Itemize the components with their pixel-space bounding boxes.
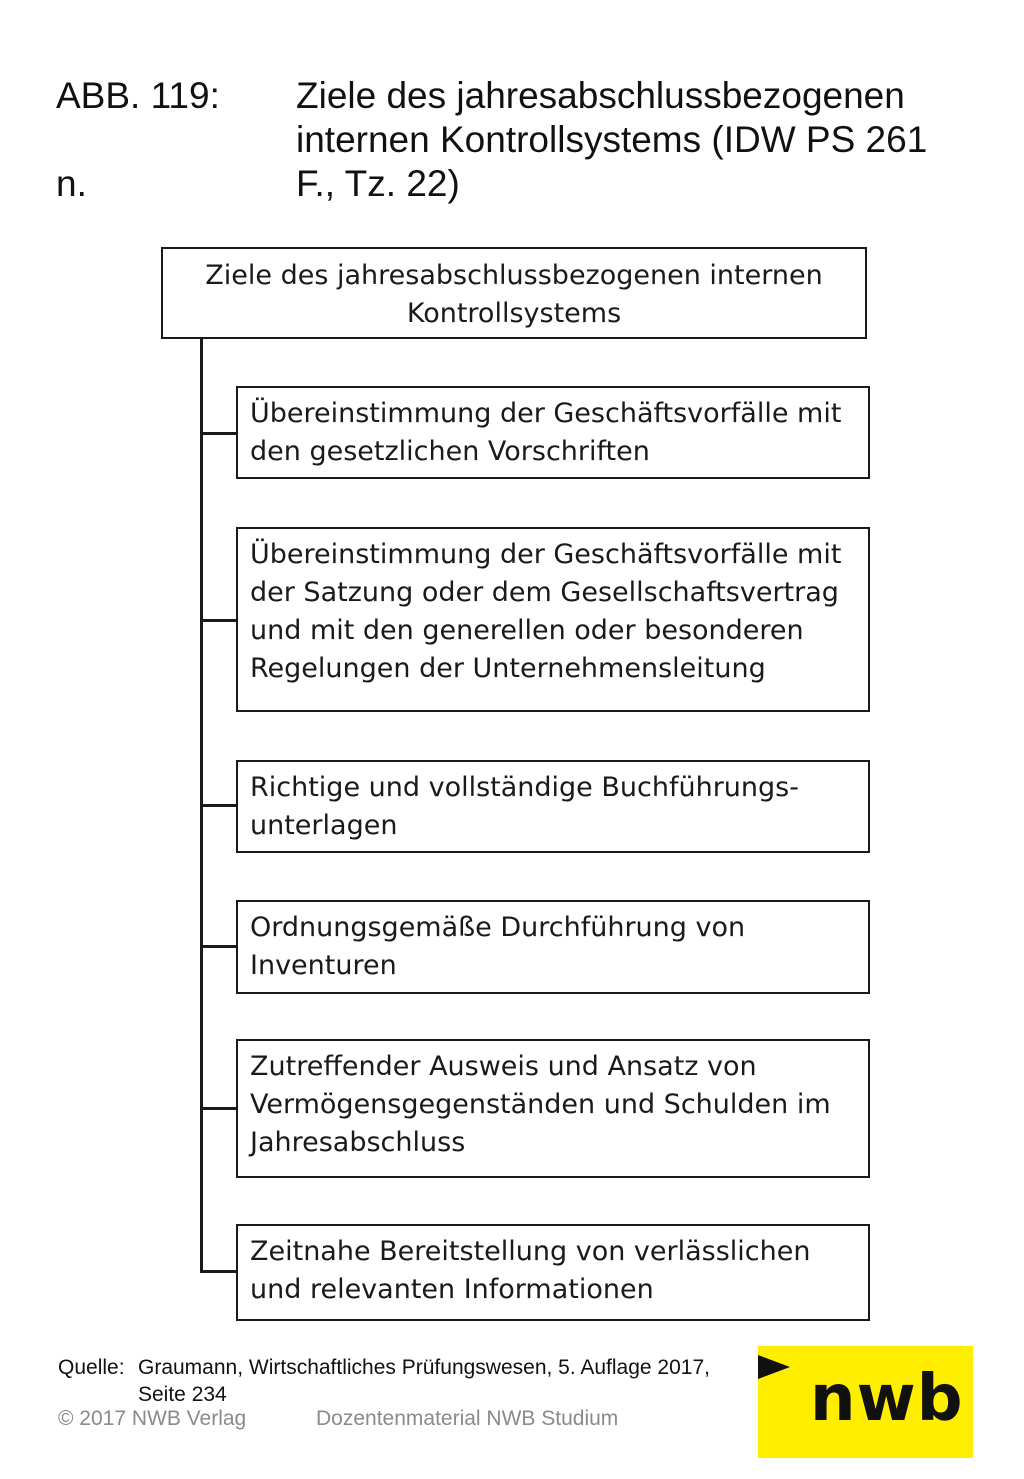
diagram-item-box: Richtige und vollständige Buchführungs-unterlagen	[236, 760, 870, 853]
diagram-branch-line	[200, 432, 238, 435]
figure-title-suffix-right: F., Tz. 22)	[296, 163, 460, 204]
diagram-branch-line	[200, 1107, 238, 1110]
diagram-branch-line	[200, 619, 238, 622]
source-citation	[58, 1355, 710, 1380]
source-text: Graumann, Wirtschaftliches Prüfungswesen, 5. Auflage 2017,	[138, 1356, 710, 1379]
diagram-branch-line	[200, 804, 238, 807]
diagram-root-box: Ziele des jahresabschlussbezogenen internen Kontrollsystems	[161, 247, 867, 339]
material-note: Dozentenmaterial NWB Studium	[316, 1407, 619, 1430]
figure-title: Ziele des jahresabschlussbezogenen internen Kontrollsystems (IDW PS 261	[296, 75, 928, 160]
source-page: Seite 234	[138, 1383, 227, 1406]
copyright: © 2017 NWB Verlag	[58, 1407, 247, 1430]
logo-text: nwb	[810, 1362, 964, 1436]
nwb-logo	[758, 1346, 973, 1458]
arrow-right-icon	[758, 1355, 790, 1379]
diagram-item-box: Zeitnahe Bereitstellung von verlässlichen und relevanten Informationen	[236, 1224, 870, 1321]
diagram-item-box: Zutreffender Ausweis und Ansatz von Vermögensgegenständen und Schulden im Jahresabschluss	[236, 1039, 870, 1178]
source-label: Quelle:	[58, 1356, 125, 1379]
diagram-item-box: Übereinstimmung der Geschäftsvorfälle mit der Satzung oder dem Gesellschaftsvertrag und mit den generellen oder besonderen Regelungen der Unternehmensleitung	[236, 527, 870, 712]
figure-title-suffix	[56, 162, 460, 206]
figure-label: ABB. 119:	[56, 75, 220, 116]
figure-title-suffix-left: n.	[56, 163, 87, 204]
diagram-item-box: Übereinstimmung der Geschäftsvorfälle mit den gesetzlichen Vorschriften	[236, 386, 870, 479]
diagram-branch-line	[200, 1270, 238, 1273]
diagram-branch-line	[200, 945, 238, 948]
diagram-item-box: Ordnungsgemäße Durchführung von Inventuren	[236, 900, 870, 994]
